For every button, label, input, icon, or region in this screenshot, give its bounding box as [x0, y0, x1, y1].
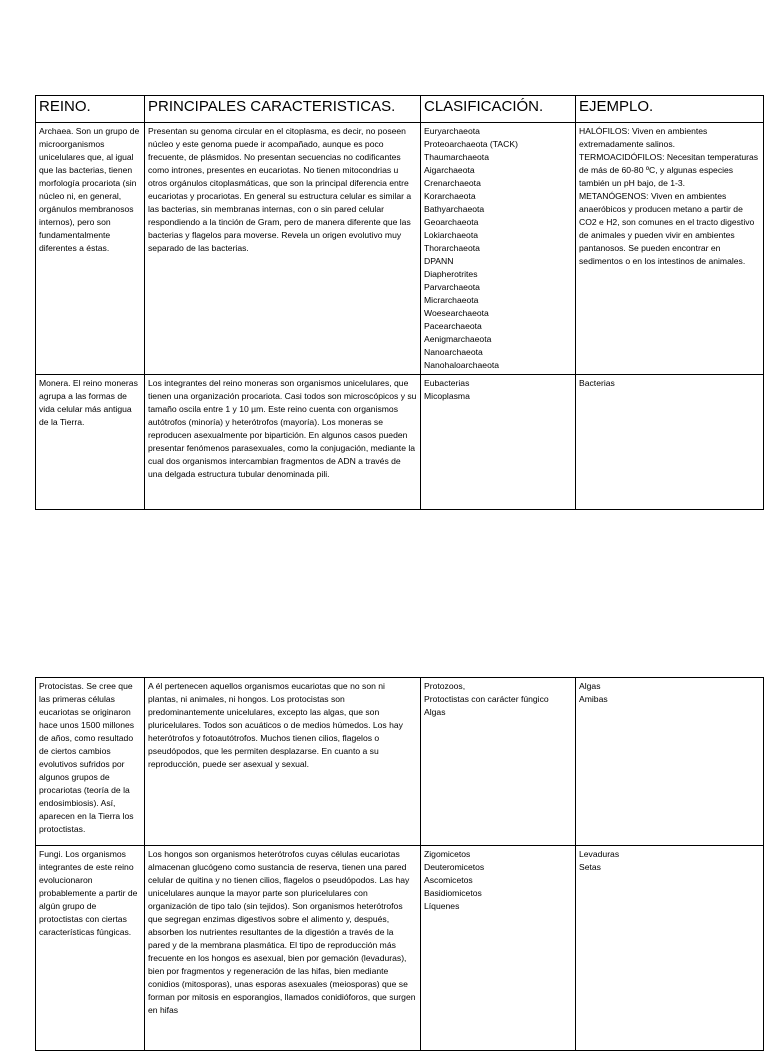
cell-reino: Archaea. Son un grupo de microorganismos unicelulares que, al igual que las bacterias, tienen morfología procariota (sin núcleo ni, en general, orgánulos membranosos internos), pero son fundamentalmente diferentes a éstas.	[36, 123, 145, 375]
table-row-protocistas	[36, 678, 764, 846]
header-caracteristicas: PRINCIPALES CARACTERISTICAS.	[145, 96, 421, 123]
header-row	[36, 96, 764, 123]
header-ejemplo: EJEMPLO.	[576, 96, 764, 123]
cell-reino: Protocistas. Se cree que las primeras células eucariotas se originaron hace unos 1500 millones de años, como resultado de ciertos cambios evolutivos sufridos por algunos grupos de procariotas (teoría de la endosimbiosis). Así, aparecen en la Tierra los protoctistas.	[36, 678, 145, 846]
kingdoms-table-page-2	[35, 677, 764, 1051]
table-row-archaea	[36, 123, 764, 375]
cell-ejemplo: Levaduras Setas	[576, 846, 764, 1051]
cell-ejemplo: Algas Amibas	[576, 678, 764, 846]
table-row-monera	[36, 375, 764, 510]
cell-reino: Monera. El reino moneras agrupa a las formas de vida celular más antigua de la Tierra.	[36, 375, 145, 510]
header-reino: REINO.	[36, 96, 145, 123]
cell-clasificacion: Protozoos, Protoctistas con carácter fúngico Algas	[421, 678, 576, 846]
cell-reino: Fungi. Los organismos integrantes de este reino evolucionaron probablemente a partir de algún grupo de protoctistas con ciertas características fúngicas.	[36, 846, 145, 1051]
cell-clasificacion: Eubacterias Micoplasma	[421, 375, 576, 510]
cell-clasificacion: Zigomicetos Deuteromicetos Ascomicetos Basidiomicetos Líquenes	[421, 846, 576, 1051]
cell-caracteristicas: Presentan su genoma circular en el citoplasma, es decir, no poseen núcleo y este genoma puede ir acompañado, aunque es poco frecuente, de plásmidos. No presentan secuencias no codificantes como intrones, presentes en eucariotas. No tienen mitocondrias u otros orgánulos citoplasmáticas, que son la principal diferencia entre eucariotas y procariotas. En general su estructura celular es similar a las bacterias, sin membranas internas, con o sin pared celular respondiendo a la tinción de Gram, pero de manera diferente que las bacterias y flagelos para moverse. Revela un origen evolutivo muy separado de las bacterias.	[145, 123, 421, 375]
cell-ejemplo: HALÓFILOS: Viven en ambientes extremadamente salinos. TERMOACIDÓFILOS: Necesitan temperaturas de más de 60-80 ºC, y algunas especies también un pH bajo, de 1-3. METANÓGENOS: Viven en ambientes anaeróbicos y producen metano a partir de CO2 e H2, son comunes en el tracto digestivo de animales y pueden vivir en ambientes pantanosos. Se pueden encontrar en sedimentos o en los intestinos de animales.	[576, 123, 764, 375]
cell-caracteristicas: Los integrantes del reino moneras son organismos unicelulares, que tienen una organización procariota. Casi todos son microscópicos y su tamaño oscila entre 1 y 10 µm. Este reino cuenta con organismos autótrofos (minoría) y heterótrofos (mayoría). Los moneras se reproducen asexualmente por bipartición. En algunos casos pueden presentar fenómenos parasexuales, como la conjugación, mediante la cual dos organismos intercambian fragmentos de ADN a través de una delgada estructura tubular denominada pili.	[145, 375, 421, 510]
cell-caracteristicas: A él pertenecen aquellos organismos eucariotas que no son ni plantas, ni animales, ni hongos. Los protocistas son predominantemente unicelulares, excepto las algas, que son pluricelulares. Todos son acuáticos o de medios húmedos. Los hay heterótrofos y fotoautótrofos. Muchos tienen cilios, flagelos o pseudópodos, que les permiten desplazarse. En cuanto a su reproducción, puede ser asexual y sexual.	[145, 678, 421, 846]
kingdoms-table-page-1	[35, 95, 764, 510]
cell-caracteristicas: Los hongos son organismos heterótrofos cuyas células eucariotas almacenan glucógeno como sustancia de reserva, tienen una pared celular de quitina y no tienen cilios, flagelos o pseudópodos. Las hay unicelulares aunque la mayor parte son pluricelulares con organización de tipo talo (sin tejidos). Son organismos heterótrofos que segregan enzimas digestivos sobre el alimento y, después, absorben los nutrientes resultantes de la digestión a través de la pared y de la membrana plasmática. El tipo de reproducción más frecuente en los hongos es asexual, bien por gemación (levaduras), bien por fragmentos y regeneración de las hifas, bien mediante conidios (mitosporas), unas esporas asexuales (meiosporas) que se forman por mitosis en esporangios, llamados conidióforos, que surgen en hifas	[145, 846, 421, 1051]
cell-clasificacion: Euryarchaeota Proteoarchaeota (TACK) Thaumarchaeota Aigarchaeota Crenarchaeota Korarchaeota Bathyarchaeota Geoarchaeota Lokiarchaeota Thorarchaeota DPANN Diapherotrites Parvarchaeota Micrarchaeota Woesearchaeota Pacearchaeota Aenigmarchaeota Nanoarchaeota Nanohaloarchaeota	[421, 123, 576, 375]
cell-ejemplo: Bacterias	[576, 375, 764, 510]
table-row-fungi	[36, 846, 764, 1051]
header-clasificacion: CLASIFICACIÓN.	[421, 96, 576, 123]
